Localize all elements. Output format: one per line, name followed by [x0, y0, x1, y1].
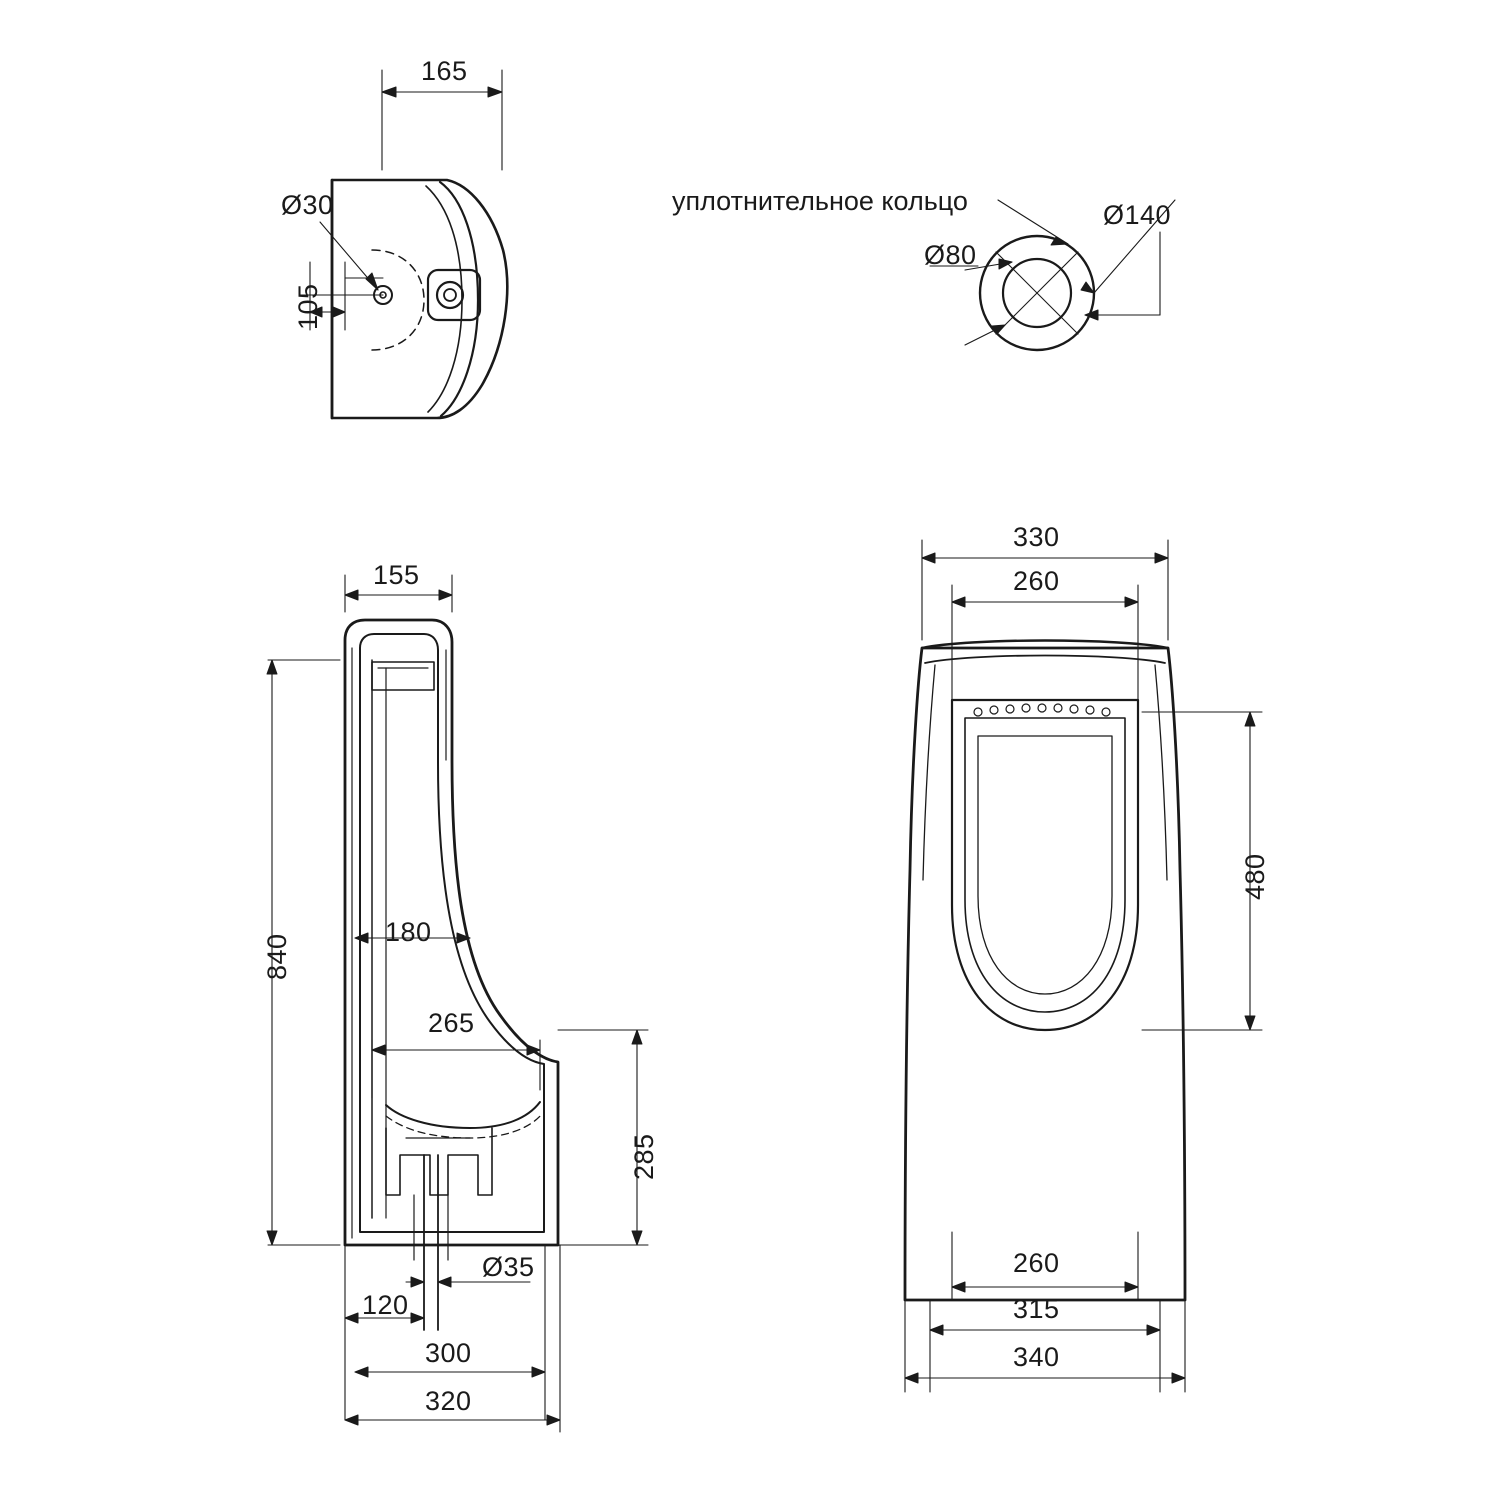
dimension-285: 285	[629, 1133, 659, 1180]
dimension-260-top: 260	[1013, 566, 1060, 596]
dimension-260-bottom: 260	[1013, 1248, 1060, 1278]
dimension-265: 265	[428, 1008, 475, 1038]
dimension-180: 180	[385, 917, 432, 947]
dimension-diameter-140: Ø140	[1103, 200, 1172, 230]
dimension-diameter-80: Ø80	[924, 240, 977, 270]
dimension-diameter-35: Ø35	[482, 1252, 535, 1282]
dimension-330: 330	[1013, 522, 1060, 552]
dimension-480: 480	[1240, 853, 1270, 900]
dimension-120: 120	[362, 1290, 409, 1320]
dimension-105: 105	[293, 283, 323, 330]
dimension-155: 155	[373, 560, 420, 590]
dimension-320: 320	[425, 1386, 472, 1416]
dimension-165: 165	[421, 56, 468, 86]
dimension-diameter-30: Ø30	[281, 190, 334, 220]
dimension-340: 340	[1013, 1342, 1060, 1372]
dimension-300: 300	[425, 1338, 472, 1368]
seal-ring-note: уплотнительное кольцо	[672, 186, 968, 216]
dimension-840: 840	[262, 933, 292, 980]
dimension-315: 315	[1013, 1294, 1060, 1324]
